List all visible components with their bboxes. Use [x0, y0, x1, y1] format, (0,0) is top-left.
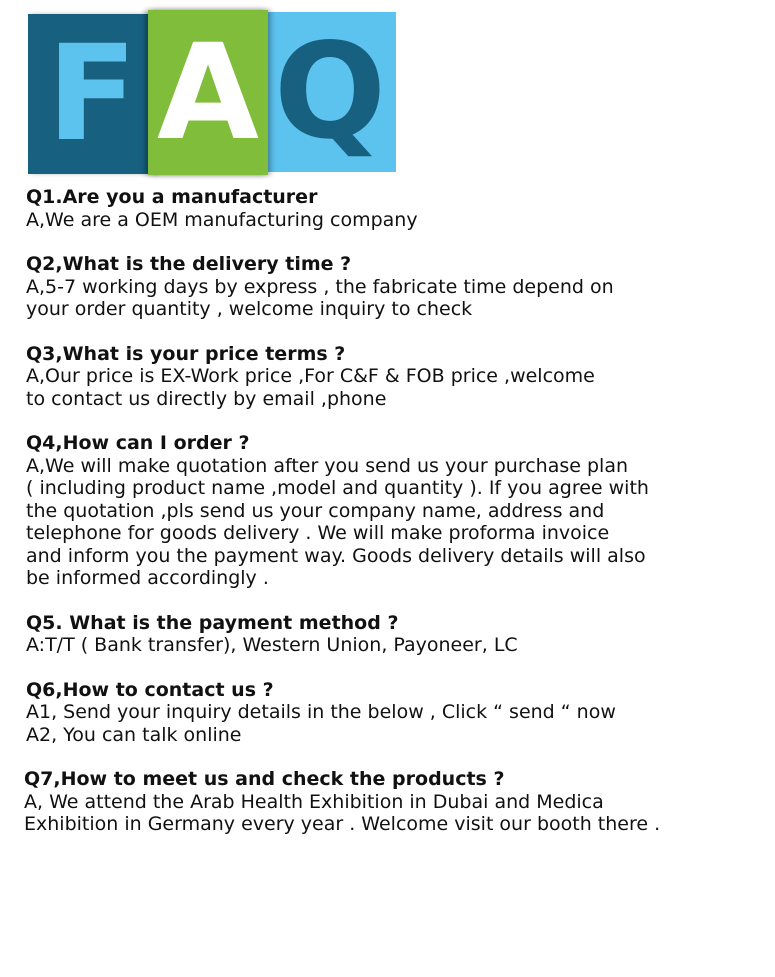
faq-answer-line: A:T/T ( Bank transfer), Western Union, Payoneer, LC [26, 634, 518, 656]
faq-answer-line: and inform you the payment way. Goods delivery details will also [26, 544, 646, 567]
faq-item-6 [26, 679, 766, 747]
faq-question: Q5. What is the payment method ? [26, 611, 399, 634]
faq-answer-line: A1, Send your inquiry details in the below , Click “ send “ now [26, 701, 616, 723]
faq-answer-line: ( including product name ,model and quantity ). If you agree with [26, 477, 649, 499]
faq-letter-a: A [148, 10, 268, 175]
faq-answer-line: A,We will make quotation after you send us your purchase plan [26, 454, 629, 477]
faq-question: Q6,How to contact us ? [26, 678, 274, 701]
faq-item-5 [26, 612, 766, 657]
faq-answer-line: A, We attend the Arab Health Exhibition in Dubai and Medica [24, 790, 604, 813]
faq-answer-line: A,5-7 working days by express , the fabricate time depend on [26, 275, 614, 298]
faq-answer-line: A2, You can talk online [26, 723, 242, 746]
faq-item-4 [26, 432, 766, 590]
faq-answer-line: telephone for goods delivery . We will make proforma invoice [26, 522, 610, 544]
faq-answer-line: A,Our price is EX-Work price ,For C&F & FOB price ,welcome [26, 365, 595, 387]
faq-item-1 [26, 186, 766, 231]
faq-answer-line: Exhibition in Germany every year . Welcome visit our booth there . [24, 813, 661, 835]
faq-question: Q7,How to meet us and check the products ? [24, 768, 505, 790]
faq-banner [28, 10, 396, 175]
faq-item-2 [26, 253, 766, 321]
faq-question: Q1.Are you a manufacturer [26, 186, 318, 208]
faq-answer-line: be informed accordingly . [26, 567, 269, 589]
faq-question: Q3,What is your price terms ? [26, 342, 346, 365]
faq-answer-line: the quotation ,pls send us your company name, address and [26, 499, 605, 522]
faq-list [26, 186, 766, 858]
faq-answer-line: A,We are a OEM manufacturing company [26, 208, 418, 231]
faq-letter-f: F [28, 14, 156, 174]
faq-question: Q4,How can I order ? [26, 432, 250, 454]
faq-letter-q: Q [264, 12, 396, 172]
faq-item-3 [26, 343, 766, 411]
faq-answer-line: your order quantity , welcome inquiry to check [26, 298, 473, 320]
faq-question: Q2,What is the delivery time ? [26, 253, 352, 275]
faq-answer-line: to contact us directly by email ,phone [26, 387, 387, 410]
faq-item-7 [24, 768, 766, 836]
